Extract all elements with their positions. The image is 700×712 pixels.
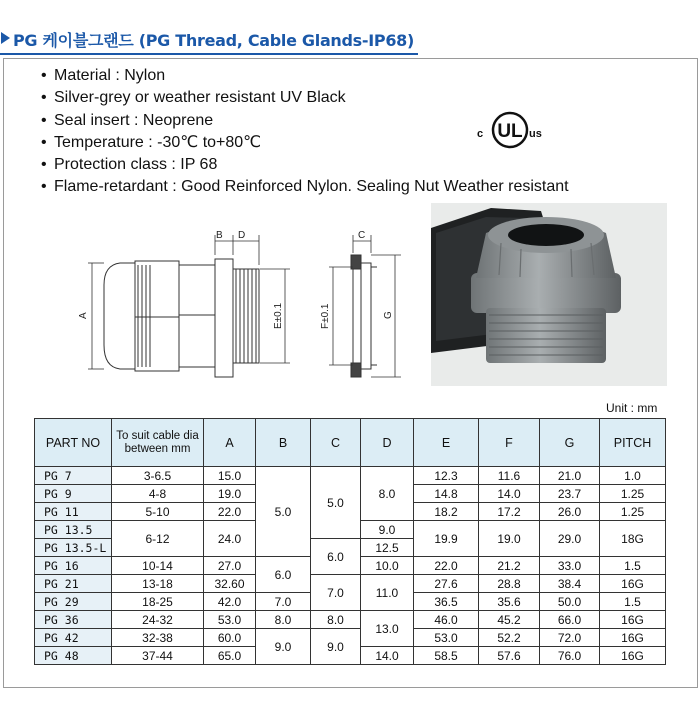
f-cell: 45.2 [479, 611, 540, 629]
d-cell: 12.5 [361, 539, 414, 557]
column-header: PITCH [600, 419, 666, 467]
pitch-cell: 1.25 [600, 485, 666, 503]
table-header-row [35, 419, 666, 467]
d-cell: 11.0 [361, 575, 414, 611]
feature-item: • Protection class : IP 68 [41, 156, 218, 174]
pitch-cell: 16G [600, 611, 666, 629]
b-cell: 7.0 [256, 593, 311, 611]
c-cell: 6.0 [311, 539, 361, 575]
part-no-cell: PG 7 [35, 467, 112, 485]
g-cell: 72.0 [540, 629, 600, 647]
a-cell: 65.0 [204, 647, 256, 665]
column-header: D [361, 419, 414, 467]
pitch-cell: 16G [600, 575, 666, 593]
table-row [35, 629, 666, 647]
a-cell: 15.0 [204, 467, 256, 485]
a-cell: 60.0 [204, 629, 256, 647]
g-cell: 26.0 [540, 503, 600, 521]
dimension-b-label: B [216, 230, 223, 241]
e-cell: 46.0 [414, 611, 479, 629]
table-row [35, 575, 666, 593]
a-cell: 27.0 [204, 557, 256, 575]
column-header: PART NO [35, 419, 112, 467]
e-cell: 36.5 [414, 593, 479, 611]
a-cell: 19.0 [204, 485, 256, 503]
a-cell: 42.0 [204, 593, 256, 611]
f-cell: 52.2 [479, 629, 540, 647]
a-cell: 24.0 [204, 521, 256, 557]
cable-cell: 32-38 [112, 629, 204, 647]
g-cell: 38.4 [540, 575, 600, 593]
cable-cell: 10-14 [112, 557, 204, 575]
b-cell: 6.0 [256, 557, 311, 593]
locknut-section-drawing [315, 225, 415, 395]
c-cell: 9.0 [311, 629, 361, 665]
column-header: To suit cable dia between mm [112, 419, 204, 467]
d-cell: 9.0 [361, 521, 414, 539]
b-cell: 5.0 [256, 467, 311, 557]
cable-cell: 4-8 [112, 485, 204, 503]
title-underline [0, 53, 418, 55]
cable-cell: 13-18 [112, 575, 204, 593]
ul-certification-icon [473, 107, 547, 153]
feature-item: • Silver-grey or weather resistant UV Black [41, 89, 346, 107]
product-photo [431, 203, 667, 386]
g-cell: 21.0 [540, 467, 600, 485]
ul-mark-text: UL [497, 121, 523, 142]
a-cell: 22.0 [204, 503, 256, 521]
spec-table [34, 418, 666, 665]
pitch-cell: 1.5 [600, 557, 666, 575]
column-header: C [311, 419, 361, 467]
b-cell: 9.0 [256, 629, 311, 665]
c-cell: 7.0 [311, 575, 361, 611]
b-cell: 8.0 [256, 611, 311, 629]
ul-mark-us: us [529, 128, 542, 140]
dimension-c-label: C [358, 230, 366, 241]
g-cell: 29.0 [540, 521, 600, 557]
part-no-cell: PG 42 [35, 629, 112, 647]
column-header: F [479, 419, 540, 467]
part-no-cell: PG 36 [35, 611, 112, 629]
ul-mark-c: c [477, 128, 484, 140]
d-cell: 10.0 [361, 557, 414, 575]
c-cell: 5.0 [311, 467, 361, 539]
f-cell: 21.2 [479, 557, 540, 575]
f-cell: 57.6 [479, 647, 540, 665]
dimension-d-label: D [238, 230, 246, 241]
column-header: A [204, 419, 256, 467]
cable-cell: 18-25 [112, 593, 204, 611]
e-cell: 58.5 [414, 647, 479, 665]
column-header: E [414, 419, 479, 467]
cable-cell: 24-32 [112, 611, 204, 629]
part-no-cell: PG 13.5-L [35, 539, 112, 557]
a-cell: 32.60 [204, 575, 256, 593]
gland-side-view-drawing [80, 225, 302, 395]
g-cell: 23.7 [540, 485, 600, 503]
e-cell: 53.0 [414, 629, 479, 647]
f-cell: 14.0 [479, 485, 540, 503]
table-row [35, 467, 666, 485]
pitch-cell: 16G [600, 647, 666, 665]
part-no-cell: PG 21 [35, 575, 112, 593]
pitch-cell: 18G [600, 521, 666, 557]
cable-cell: 37-44 [112, 647, 204, 665]
part-no-cell: PG 48 [35, 647, 112, 665]
g-cell: 50.0 [540, 593, 600, 611]
feature-item: • Temperature : -30℃ to+80℃ [41, 133, 262, 151]
pitch-cell: 1.25 [600, 503, 666, 521]
part-no-cell: PG 16 [35, 557, 112, 575]
page-title-bar [0, 26, 700, 52]
f-cell: 35.6 [479, 593, 540, 611]
dimension-g-label: G [383, 311, 394, 319]
d-cell: 14.0 [361, 647, 414, 665]
table-row [35, 611, 666, 629]
e-cell: 18.2 [414, 503, 479, 521]
e-cell: 12.3 [414, 467, 479, 485]
column-header: B [256, 419, 311, 467]
f-cell: 17.2 [479, 503, 540, 521]
e-cell: 19.9 [414, 521, 479, 557]
f-cell: 28.8 [479, 575, 540, 593]
part-no-cell: PG 29 [35, 593, 112, 611]
f-cell: 19.0 [479, 521, 540, 557]
d-cell: 13.0 [361, 611, 414, 647]
pitch-cell: 1.0 [600, 467, 666, 485]
e-cell: 14.8 [414, 485, 479, 503]
feature-item: • Material : Nylon [41, 67, 166, 84]
title-arrow-icon [1, 32, 10, 44]
pitch-cell: 16G [600, 629, 666, 647]
part-no-cell: PG 13.5 [35, 521, 112, 539]
e-cell: 22.0 [414, 557, 479, 575]
f-cell: 11.6 [479, 467, 540, 485]
a-cell: 53.0 [204, 611, 256, 629]
cable-cell: 5-10 [112, 503, 204, 521]
column-header: G [540, 419, 600, 467]
g-cell: 76.0 [540, 647, 600, 665]
dimension-f-label: F±0.1 [320, 303, 331, 329]
feature-item: • Flame-retardant : Good Reinforced Nylon. Sealing Nut Weather resistant [41, 178, 569, 196]
c-cell: 8.0 [311, 611, 361, 629]
pitch-cell: 1.5 [600, 593, 666, 611]
cable-cell: 3-6.5 [112, 467, 204, 485]
e-cell: 27.6 [414, 575, 479, 593]
d-cell: 8.0 [361, 467, 414, 521]
g-cell: 66.0 [540, 611, 600, 629]
dimension-e-label: E±0.1 [273, 302, 284, 329]
part-no-cell: PG 9 [35, 485, 112, 503]
page-title: PG 케이블그랜드 (PG Thread, Cable Glands-IP68) [13, 31, 415, 50]
cable-cell: 6-12 [112, 521, 204, 557]
feature-item: • Seal insert : Neoprene [41, 111, 214, 129]
g-cell: 33.0 [540, 557, 600, 575]
dimension-a-label: A [78, 312, 89, 319]
unit-label: Unit : mm [606, 401, 658, 415]
part-no-cell: PG 11 [35, 503, 112, 521]
